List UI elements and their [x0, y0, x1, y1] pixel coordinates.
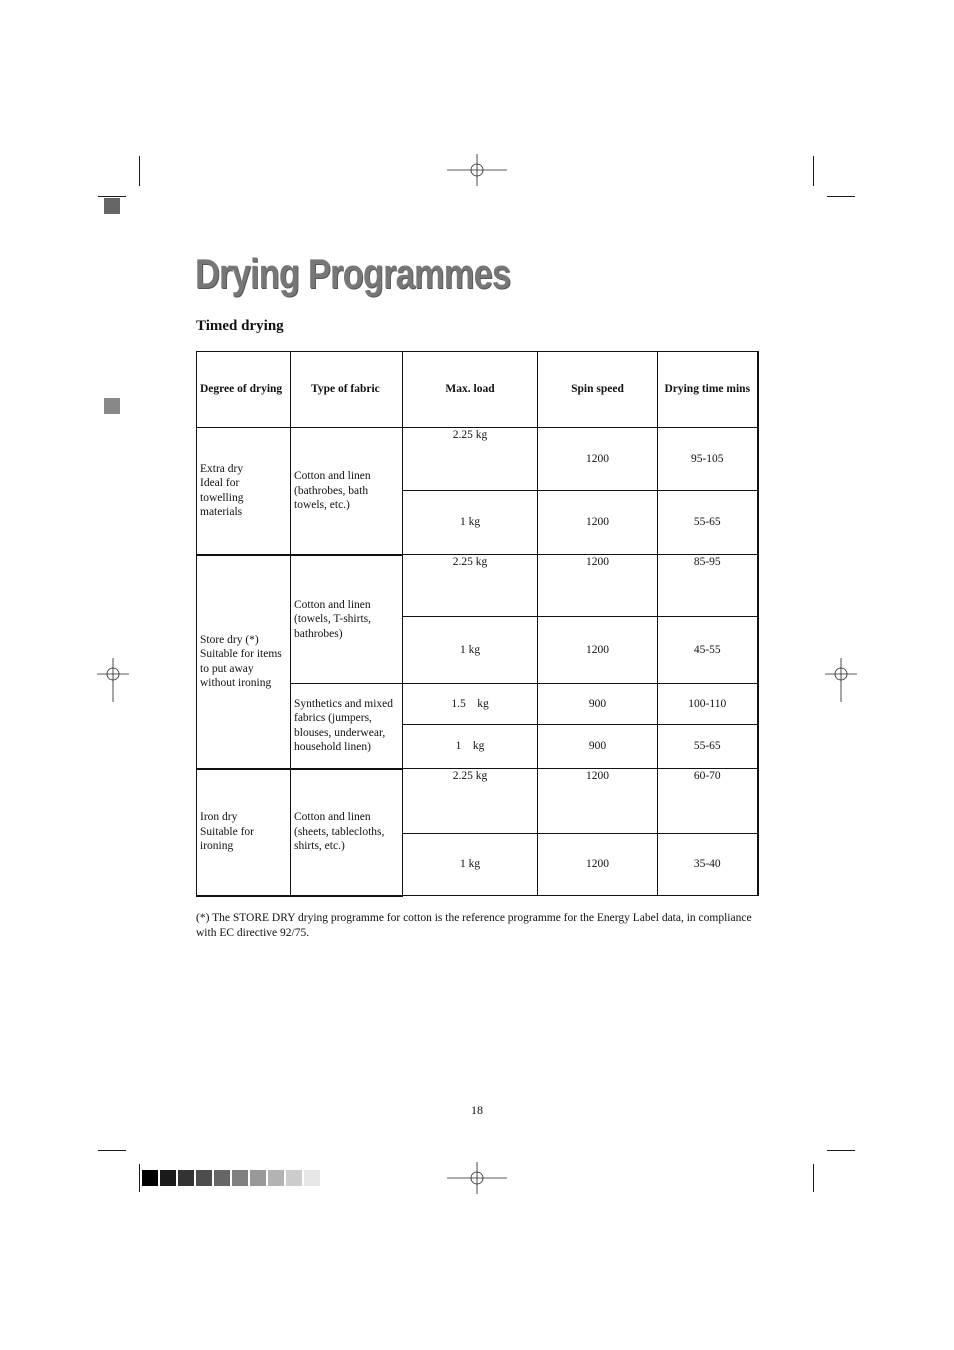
degree-cell: Iron dry Suitable for ironing: [197, 769, 291, 896]
load-cell: 2.25 kg: [403, 769, 538, 834]
spin-cell: 1200: [538, 834, 658, 896]
spin-cell: 900: [538, 684, 658, 725]
load-cell: 1 kg: [403, 834, 538, 896]
crop-mark: [813, 156, 814, 186]
spin-cell: 1200: [538, 491, 658, 555]
header-degree: Degree of drying: [197, 352, 291, 428]
header-load: Max. load: [403, 352, 538, 428]
registration-mark-icon: [825, 658, 857, 702]
gray-scale-square: [142, 1170, 158, 1186]
time-cell: 55-65: [658, 491, 758, 555]
gray-scale-square: [268, 1170, 284, 1186]
gray-scale-square: [250, 1170, 266, 1186]
registration-mark-icon: [97, 658, 129, 702]
time-cell: 35-40: [658, 834, 758, 896]
gray-scale-square: [178, 1170, 194, 1186]
time-cell: 85-95: [658, 555, 758, 617]
crop-mark: [98, 196, 126, 197]
registration-mark-icon: [447, 1162, 507, 1194]
spin-cell: 1200: [538, 617, 658, 684]
load-cell: 1 kg: [403, 725, 538, 769]
spin-cell: 1200: [538, 769, 658, 834]
table-row: [197, 428, 758, 491]
gray-scale-square: [286, 1170, 302, 1186]
degree-cell: Store dry (*) Suitable for items to put away without ironing: [197, 555, 291, 769]
time-cell: 60-70: [658, 769, 758, 834]
marker-square: [104, 198, 120, 214]
fabric-cell: Cotton and linen (towels, T-shirts, bathrobes): [291, 555, 403, 684]
time-cell: 55-65: [658, 725, 758, 769]
load-cell: 2.25 kg: [403, 555, 538, 617]
load-cell: 1 kg: [403, 617, 538, 684]
crop-mark: [827, 196, 855, 197]
table-body: [197, 428, 758, 896]
crop-mark: [139, 1164, 140, 1192]
page-title: Drying Programmes: [195, 250, 511, 297]
crop-mark: [98, 1150, 126, 1151]
spin-cell: 1200: [538, 428, 658, 491]
header-time: Drying time mins: [658, 352, 758, 428]
crop-mark: [813, 1164, 814, 1192]
header-fabric: Type of fabric: [291, 352, 403, 428]
time-cell: 45-55: [658, 617, 758, 684]
time-cell: 95-105: [658, 428, 758, 491]
gray-scale-square: [160, 1170, 176, 1186]
load-cell: 1 kg: [403, 491, 538, 555]
gray-scale-square: [304, 1170, 320, 1186]
gray-scale-square: [214, 1170, 230, 1186]
gray-scale-square: [196, 1170, 212, 1186]
crop-mark: [827, 1150, 855, 1151]
table-row: [197, 769, 758, 834]
header-spin: Spin speed: [538, 352, 658, 428]
registration-mark-icon: [447, 154, 507, 186]
drying-programmes-table: [196, 351, 759, 897]
footnote: (*) The STORE DRY drying programme for cotton is the reference programme for the Energy Label data, in compliance with EC directive 92/75.: [196, 912, 752, 939]
load-cell: 2.25 kg: [403, 428, 538, 491]
fabric-cell: Cotton and linen (sheets, tablecloths, shirts, etc.): [291, 769, 403, 896]
marker-square: [104, 398, 120, 414]
table-row: [197, 555, 758, 617]
time-cell: 100-110: [658, 684, 758, 725]
fabric-cell: Synthetics and mixed fabrics (jumpers, blouses, underwear, household linen): [291, 684, 403, 769]
crop-mark: [139, 156, 140, 186]
section-subtitle: Timed drying: [196, 318, 284, 334]
table-header-row: [197, 352, 758, 428]
gray-scale-square: [232, 1170, 248, 1186]
spin-cell: 900: [538, 725, 658, 769]
page-number: 18: [471, 1103, 483, 1117]
spin-cell: 1200: [538, 555, 658, 617]
load-cell: 1.5 kg: [403, 684, 538, 725]
degree-cell: Extra dry Ideal for towelling materials: [197, 428, 291, 555]
fabric-cell: Cotton and linen (bathrobes, bath towels, etc.): [291, 428, 403, 555]
